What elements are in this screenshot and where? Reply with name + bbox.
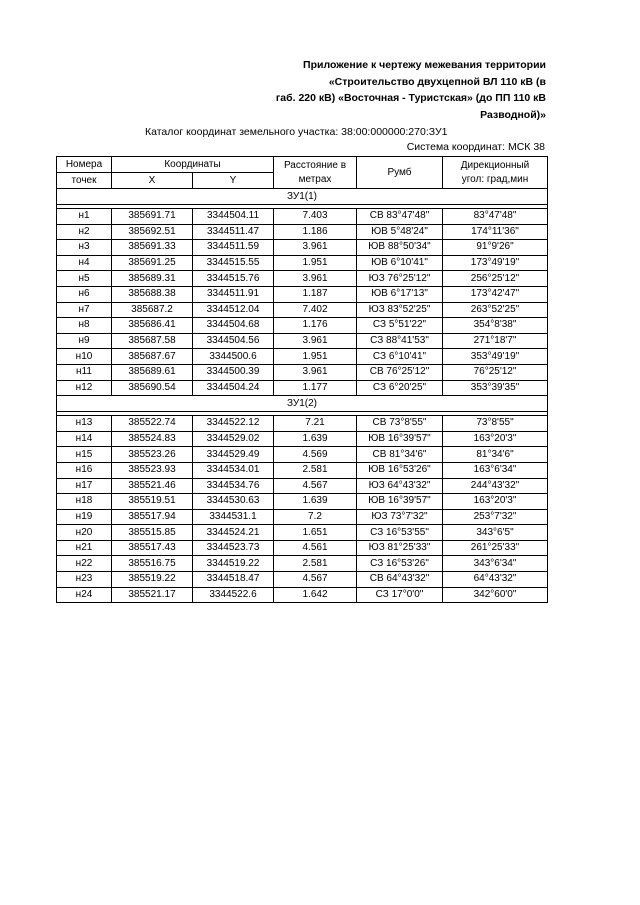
table-cell: 7.2: [274, 509, 357, 525]
table-cell: 3344511.47: [193, 224, 274, 240]
table-cell: н2: [57, 224, 112, 240]
coordinate-system-label: Система координат: МСК 38: [406, 141, 545, 153]
table-row: [57, 224, 548, 240]
table-cell: ЮВ 5°48'24": [357, 224, 443, 240]
table-cell: н23: [57, 572, 112, 588]
header-line: Приложение к чертежу межевания территории: [303, 59, 546, 71]
table-cell: 3344500.39: [193, 364, 274, 380]
table-row: [57, 364, 548, 380]
table-row: [57, 286, 548, 302]
table-cell: 3344504.68: [193, 318, 274, 334]
table-cell: н1: [57, 209, 112, 225]
table-cell: 3344530.63: [193, 494, 274, 510]
table-cell: н15: [57, 447, 112, 463]
section-row: [57, 189, 548, 205]
table-cell: 83°47'48": [443, 209, 548, 225]
table-cell: 3344504.24: [193, 380, 274, 396]
table-cell: 385515.85: [112, 525, 193, 541]
table-cell: 385521.17: [112, 587, 193, 603]
table-header-row: [57, 157, 548, 173]
table-cell: н21: [57, 540, 112, 556]
table-cell: 343°6'34": [443, 556, 548, 572]
table-cell: 385687.67: [112, 349, 193, 365]
table-cell: 385523.93: [112, 462, 193, 478]
table-cell: н18: [57, 494, 112, 510]
table-cell: 163°6'34": [443, 462, 548, 478]
table-cell: 3344531.1: [193, 509, 274, 525]
table-cell: СЗ 6°10'41": [357, 349, 443, 365]
table-cell: 385522.74: [112, 416, 193, 432]
table-cell: СЗ 5°51'22": [357, 318, 443, 334]
table-cell: 385687.58: [112, 333, 193, 349]
table-cell: 3344512.04: [193, 302, 274, 318]
section-title: ЗУ1(2): [57, 396, 548, 412]
table-cell: 354°8'38": [443, 318, 548, 334]
table-cell: н8: [57, 318, 112, 334]
table-cell: 256°25'12": [443, 271, 548, 287]
header-text: Расстояние в: [283, 159, 347, 171]
table-cell: н16: [57, 462, 112, 478]
table-cell: 1.642: [274, 587, 357, 603]
table-cell: 271°18'7": [443, 333, 548, 349]
coordinates-table: [56, 156, 548, 603]
table-cell: 385689.31: [112, 271, 193, 287]
table-cell: 3344529.49: [193, 447, 274, 463]
table-cell: н9: [57, 333, 112, 349]
table-cell: 7.402: [274, 302, 357, 318]
table-row: [57, 494, 548, 510]
table-row: [57, 271, 548, 287]
table-cell: ЮВ 6°17'13": [357, 286, 443, 302]
header-cell: Номера: [57, 157, 112, 173]
table-cell: ЮЗ 73°7'32": [357, 509, 443, 525]
table-cell: н17: [57, 478, 112, 494]
table-cell: н11: [57, 364, 112, 380]
table-cell: 385689.61: [112, 364, 193, 380]
table-cell: 174°11'36": [443, 224, 548, 240]
table-row: [57, 333, 548, 349]
table-cell: ЮЗ 81°25'33": [357, 540, 443, 556]
header-text: метрах: [298, 173, 332, 185]
header-text: угол: град,мин: [461, 173, 529, 185]
table-cell: 385688.38: [112, 286, 193, 302]
table-row: [57, 540, 548, 556]
table-row: [57, 380, 548, 396]
table-cell: 253°7'32": [443, 509, 548, 525]
table-cell: 385519.22: [112, 572, 193, 588]
header-line: габ. 220 кВ) «Восточная - Туристская» (до ПП 110 кВ: [275, 92, 546, 104]
table-cell: н19: [57, 509, 112, 525]
header-cell: [443, 157, 548, 189]
table-cell: ЮЗ 83°52'25": [357, 302, 443, 318]
table-cell: 3344515.76: [193, 271, 274, 287]
table-row: [57, 556, 548, 572]
table-cell: 385523.26: [112, 447, 193, 463]
table-cell: 7.403: [274, 209, 357, 225]
table-cell: 91°9'26": [443, 240, 548, 256]
table-cell: ЮЗ 76°25'12": [357, 271, 443, 287]
table-cell: 3.961: [274, 364, 357, 380]
table-cell: СВ 83°47'48": [357, 209, 443, 225]
table-cell: 163°20'3": [443, 431, 548, 447]
table-cell: 385517.94: [112, 509, 193, 525]
table-row: [57, 462, 548, 478]
table-cell: 163°20'3": [443, 494, 548, 510]
catalog-title: Каталог координат земельного участка: 38:00:000000:270:ЗУ1: [145, 126, 448, 138]
table-row: [57, 318, 548, 334]
header-text: Дирекционный: [460, 159, 530, 171]
table-cell: 385690.54: [112, 380, 193, 396]
table-cell: 2.581: [274, 556, 357, 572]
table-cell: ЮВ 16°53'26": [357, 462, 443, 478]
table-cell: ЮВ 88°50'34": [357, 240, 443, 256]
table-cell: ЮЗ 64°43'32": [357, 478, 443, 494]
table-cell: н13: [57, 416, 112, 432]
table-row: [57, 416, 548, 432]
table-cell: 4.567: [274, 572, 357, 588]
table-cell: 4.569: [274, 447, 357, 463]
table-cell: 385521.46: [112, 478, 193, 494]
table-cell: 353°39'35": [443, 380, 548, 396]
table-cell: н24: [57, 587, 112, 603]
table-cell: 3344523.73: [193, 540, 274, 556]
table-cell: 385516.75: [112, 556, 193, 572]
table-cell: 244°43'32": [443, 478, 548, 494]
table-cell: ЮВ 6°10'41": [357, 255, 443, 271]
table-cell: СЗ 16°53'26": [357, 556, 443, 572]
table-cell: 263°52'25": [443, 302, 548, 318]
table-cell: 1.177: [274, 380, 357, 396]
table-cell: 1.639: [274, 431, 357, 447]
table-row: [57, 525, 548, 541]
table-cell: н6: [57, 286, 112, 302]
table-cell: 3344504.11: [193, 209, 274, 225]
table-cell: СВ 76°25'12": [357, 364, 443, 380]
table-cell: СВ 64°43'32": [357, 572, 443, 588]
table-cell: 342°60'0": [443, 587, 548, 603]
table-row: [57, 349, 548, 365]
table-cell: 1.187: [274, 286, 357, 302]
table-cell: 385691.33: [112, 240, 193, 256]
table-cell: н3: [57, 240, 112, 256]
table-cell: ЮВ 16°39'57": [357, 494, 443, 510]
table-cell: 261°25'33": [443, 540, 548, 556]
header-cell: Координаты: [112, 157, 274, 173]
table-cell: 3344522.12: [193, 416, 274, 432]
table-cell: н12: [57, 380, 112, 396]
table-cell: 3344518.47: [193, 572, 274, 588]
section-row: [57, 396, 548, 412]
table-cell: 3.961: [274, 271, 357, 287]
table-cell: н4: [57, 255, 112, 271]
table-cell: 81°34'6": [443, 447, 548, 463]
table-cell: 385692.51: [112, 224, 193, 240]
table-cell: 343°6'5": [443, 525, 548, 541]
table-row: [57, 587, 548, 603]
table-cell: 3344524.21: [193, 525, 274, 541]
header-cell: [274, 157, 357, 189]
header-line: «Строительство двухцепной ВЛ 110 кВ (в: [328, 75, 546, 88]
table-cell: 3.961: [274, 240, 357, 256]
table-cell: н10: [57, 349, 112, 365]
table-cell: 3344504.56: [193, 333, 274, 349]
table-row: [57, 431, 548, 447]
table-cell: 3344529.02: [193, 431, 274, 447]
table-cell: н14: [57, 431, 112, 447]
table-cell: СВ 73°8'55": [357, 416, 443, 432]
document-header: [246, 57, 546, 123]
table-cell: 3344511.91: [193, 286, 274, 302]
table-cell: 173°42'47": [443, 286, 548, 302]
table-cell: н22: [57, 556, 112, 572]
table-cell: 3344534.76: [193, 478, 274, 494]
table-row: [57, 302, 548, 318]
table-cell: 1.186: [274, 224, 357, 240]
table-cell: ЮВ 16°39'57": [357, 431, 443, 447]
table-cell: 3344522.6: [193, 587, 274, 603]
table-row: [57, 478, 548, 494]
table-cell: СЗ 6°20'25": [357, 380, 443, 396]
table-cell: 173°49'19": [443, 255, 548, 271]
table-cell: 3344534.01: [193, 462, 274, 478]
table-cell: 1.951: [274, 349, 357, 365]
table-cell: 385687.2: [112, 302, 193, 318]
table-cell: 1.639: [274, 494, 357, 510]
table-cell: н5: [57, 271, 112, 287]
section-title: ЗУ1(1): [57, 189, 548, 205]
table-cell: 385524.83: [112, 431, 193, 447]
header-cell: X: [112, 173, 193, 189]
table-cell: 73°8'55": [443, 416, 548, 432]
table-cell: СЗ 17°0'0": [357, 587, 443, 603]
table-cell: н7: [57, 302, 112, 318]
table-row: [57, 209, 548, 225]
table-row: [57, 255, 548, 271]
table-cell: 4.561: [274, 540, 357, 556]
table-cell: 385691.25: [112, 255, 193, 271]
table-cell: 1.951: [274, 255, 357, 271]
table-cell: 3344519.22: [193, 556, 274, 572]
table-cell: 7.21: [274, 416, 357, 432]
table-cell: 2.581: [274, 462, 357, 478]
table-cell: 353°49'19": [443, 349, 548, 365]
table-cell: 4.567: [274, 478, 357, 494]
table-row: [57, 240, 548, 256]
table-row: [57, 509, 548, 525]
table-cell: 385691.71: [112, 209, 193, 225]
table-cell: 76°25'12": [443, 364, 548, 380]
table-cell: 385517.43: [112, 540, 193, 556]
header-cell: Y: [193, 173, 274, 189]
table-cell: 385686.41: [112, 318, 193, 334]
table-cell: н20: [57, 525, 112, 541]
table-cell: 3.961: [274, 333, 357, 349]
table-cell: 64°43'32": [443, 572, 548, 588]
header-cell: точек: [57, 173, 112, 189]
table-cell: 385519.51: [112, 494, 193, 510]
table-row: [57, 447, 548, 463]
table-cell: 1.176: [274, 318, 357, 334]
table-cell: СВ 81°34'6": [357, 447, 443, 463]
table-cell: 3344500.6: [193, 349, 274, 365]
table-cell: СЗ 16°53'55": [357, 525, 443, 541]
table-cell: 1.651: [274, 525, 357, 541]
header-line: Разводной)»: [480, 108, 546, 121]
table-cell: 3344515.55: [193, 255, 274, 271]
table-row: [57, 572, 548, 588]
header-cell: Румб: [357, 157, 443, 189]
table-cell: СЗ 88°41'53": [357, 333, 443, 349]
table-cell: 3344511.59: [193, 240, 274, 256]
